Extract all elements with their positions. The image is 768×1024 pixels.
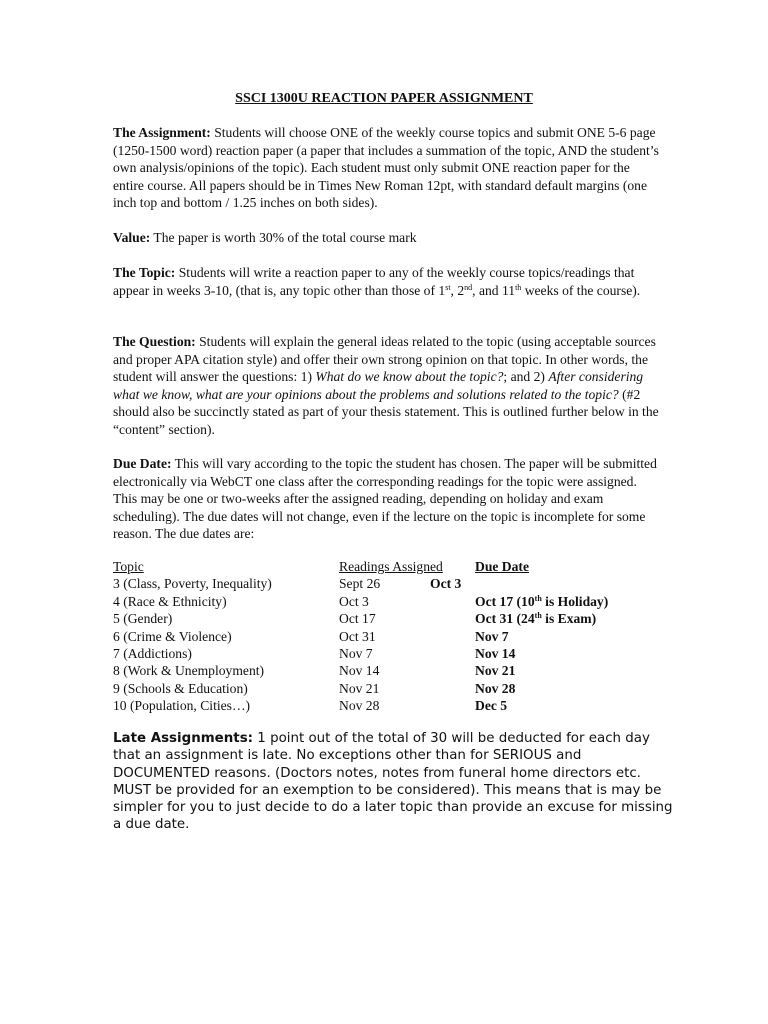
topic-text-c: , and 11	[472, 282, 516, 298]
row-topic: 9 (Schools & Education)	[113, 680, 248, 696]
table-row	[113, 593, 673, 610]
header-readings: Readings Assigned	[339, 559, 443, 574]
value-paragraph	[113, 229, 661, 247]
topic-label: The Topic:	[113, 265, 176, 280]
topic-text-d: weeks of the course).	[521, 282, 641, 298]
row-readings: Oct 3	[339, 593, 369, 609]
row-due-date	[475, 610, 596, 627]
question-q2: After considering what we know, what are your opinions about the problems and solutions related to the topic?	[113, 369, 644, 402]
header-topic: Topic	[113, 559, 144, 574]
question-text-c: (#2 should also be succinctly stated as part of your thesis statement. This is outlined further below in the “content” section).	[113, 386, 659, 437]
row-due-date: Oct 3	[430, 576, 462, 592]
due-date-text: This will vary according to the topic the student has chosen. The paper will be submitted electronically via WebCT one class after the corresponding readings for the topic were assigned. This may be one or two-weeks after the assigned reading, depending on holiday and exam scheduling). The due dates will not change, even if the lecture on the topic is incomplete for some reason. The due dates are:	[113, 456, 657, 541]
row-due-sup: th	[534, 611, 542, 621]
topic-paragraph	[113, 264, 661, 299]
row-topic: 5 (Gender)	[113, 611, 173, 627]
table-row	[113, 575, 673, 592]
due-date-label: Due Date:	[113, 456, 172, 471]
table-row	[113, 697, 673, 714]
header-due-date: Due Date	[475, 559, 529, 574]
due-dates-table	[113, 558, 673, 715]
row-readings: Sept 26	[339, 576, 381, 592]
assignment-paragraph	[113, 124, 661, 212]
row-due-b: is Holiday)	[541, 593, 609, 609]
value-text: The paper is worth 30% of the total course mark	[150, 230, 417, 245]
row-due-date: Dec 5	[475, 698, 508, 714]
late-assignments-text: 1 point out of the total of 30 will be deducted for each day that an assignment is late. No exceptions other than for SERIOUS and DOCUMENTED reasons. (Doctors notes, notes from funeral home directors etc. MUST be provided for an exemption to be considered). This means that is may be simpler for you to just decide to do a later topic than provide an excuse for missing a due date.	[113, 731, 673, 833]
row-topic: 6 (Crime & Violence)	[113, 628, 232, 644]
row-readings: Nov 14	[339, 663, 380, 679]
question-text-b: ; and 2)	[503, 369, 549, 384]
row-due-a: Oct 17 (10	[475, 593, 535, 609]
question-text-a: Students will explain the general ideas related to the topic (using acceptable sources and proper APA citation style) and offer their own strong opinion on that topic. In other words, the student will answer the questions: 1)	[113, 334, 656, 384]
row-due-date: Nov 7	[475, 628, 509, 644]
table-row	[113, 610, 673, 627]
topic-sup-2: nd	[464, 282, 473, 292]
assignment-label: The Assignment:	[113, 125, 211, 140]
value-label: Value:	[113, 230, 151, 245]
row-due-sup: th	[534, 593, 542, 603]
row-due-date: Nov 28	[475, 680, 516, 696]
question-q1: What do we know about the topic?	[315, 369, 504, 384]
topic-text-b: , 2	[450, 282, 465, 298]
row-due-a: Oct 31 (24	[475, 611, 535, 627]
table-row	[113, 645, 673, 662]
topic-sup-3: th	[515, 282, 522, 292]
row-topic: 4 (Race & Ethnicity)	[113, 593, 227, 609]
due-date-paragraph	[113, 455, 661, 543]
table-row	[113, 628, 673, 645]
row-due-date: Nov 14	[475, 645, 516, 661]
row-due-date	[475, 593, 608, 610]
row-topic: 3 (Class, Poverty, Inequality)	[113, 576, 272, 592]
row-topic: 10 (Population, Cities…)	[113, 698, 251, 714]
question-label: The Question:	[113, 334, 196, 349]
row-readings: Oct 17	[339, 611, 376, 627]
table-row	[113, 662, 673, 679]
question-paragraph	[113, 333, 661, 438]
row-readings: Oct 31	[339, 628, 376, 644]
row-due-date: Nov 21	[475, 663, 516, 679]
table-row	[113, 680, 673, 697]
topic-sup-1: st	[445, 282, 451, 292]
late-assignments-paragraph	[113, 730, 673, 834]
row-topic: 7 (Addictions)	[113, 645, 192, 661]
assignment-text: Students will choose ONE of the weekly course topics and submit ONE 5-6 page (1250-1500 word) reaction paper (a paper that includes a summation of the topic, AND the student’s own analysis/opinions of the topic). Each student must only submit ONE reaction paper for the entire course. All papers should be in Times New Roman 12pt, with standard default margins (one inch top and bottom / 1.25 inches on both sides).	[113, 125, 659, 210]
row-readings: Nov 21	[339, 680, 380, 696]
row-due-b: is Exam)	[541, 611, 597, 627]
late-assignments-label: Late Assignments:	[113, 731, 254, 746]
table-header-row	[113, 558, 673, 575]
row-readings: Nov 28	[339, 698, 380, 714]
row-topic: 8 (Work & Unemployment)	[113, 663, 265, 679]
page-title: SSCI 1300U REACTION PAPER ASSIGNMENT	[235, 91, 533, 106]
row-readings: Nov 7	[339, 645, 373, 661]
topic-text-a: Students will write a reaction paper to any of the weekly course topics/readings that appear in weeks 3-10, (that is, any topic other than those of 1	[113, 265, 635, 298]
